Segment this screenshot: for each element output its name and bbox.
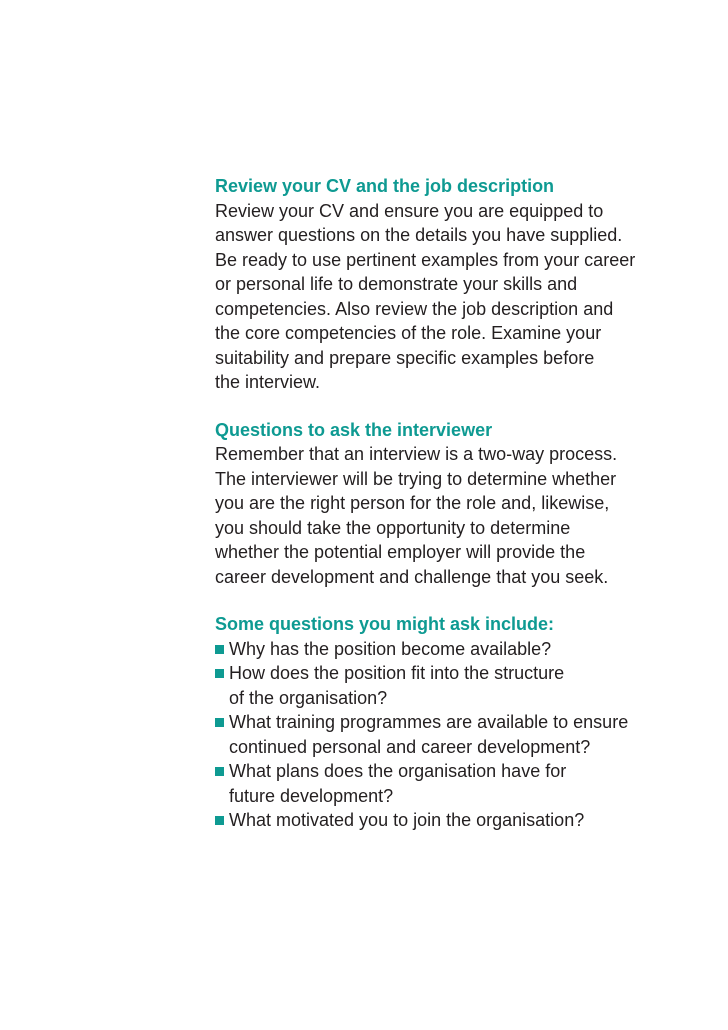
body-line: Be ready to use pertinent examples from your career [215,249,636,270]
body-line: competencies. Also review the job description and [215,298,614,319]
list-item [215,808,685,833]
section-example-questions [215,612,685,833]
square-bullet-icon [215,767,224,776]
body-line: suitability and prepare specific examples before [215,347,595,368]
list-item-line: Why has the position become available? [229,638,552,659]
list-item-line: of the organisation? [229,687,388,708]
section-heading: Some questions you might ask include: [215,614,555,634]
section-review-cv [215,174,685,395]
body-line: the core competencies of the role. Examine your [215,323,602,343]
list-item [215,710,685,759]
document-page [215,174,685,833]
list-item-line: What training programmes are available to ensure [229,712,629,732]
list-item [215,637,685,662]
list-item-line: How does the position fit into the structure [229,663,565,683]
section-body [215,442,685,589]
square-bullet-icon [215,669,224,678]
body-line: Remember that an interview is a two-way process. [215,444,618,464]
list-item-line: What plans does the organisation have for [229,761,567,781]
body-line: The interviewer will be trying to determine whether [215,468,617,489]
square-bullet-icon [215,816,224,825]
body-line: the interview. [215,372,321,392]
question-list [215,637,685,833]
section-heading: Questions to ask the interviewer [215,419,493,440]
body-line: Review your CV and ensure you are equipped to [215,200,604,221]
list-item [215,661,685,710]
square-bullet-icon [215,718,224,727]
section-body [215,199,685,395]
body-line: whether the potential employer will provide the [215,542,586,562]
body-line: you should take the opportunity to determine [215,517,571,538]
list-item [215,759,685,808]
square-bullet-icon [215,645,224,654]
list-item-line: future development? [229,785,394,806]
body-line: answer questions on the details you have supplied. [215,225,623,245]
list-item-line: continued personal and career development? [229,736,591,757]
body-line: or personal life to demonstrate your skills and [215,274,578,294]
section-questions-to-ask [215,418,685,590]
body-line: you are the right person for the role and, likewise, [215,493,610,513]
list-item-line: What motivated you to join the organisation? [229,810,585,830]
section-heading: Review your CV and the job description [215,176,555,196]
body-line: career development and challenge that you seek. [215,566,609,587]
